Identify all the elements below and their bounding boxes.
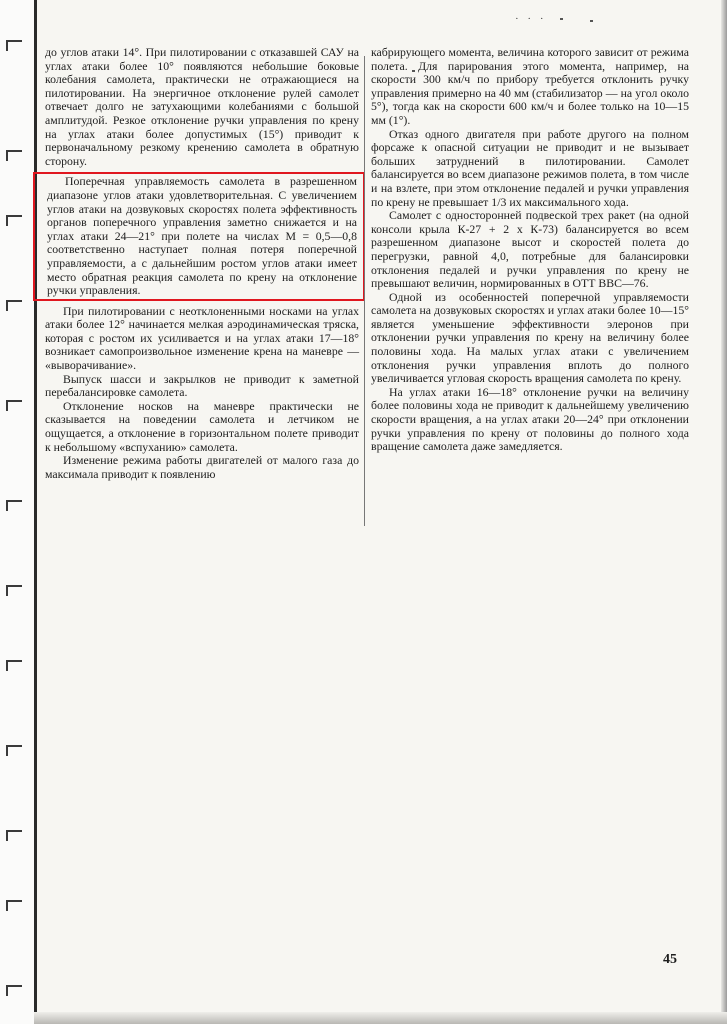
binding-strip [0, 0, 37, 1024]
binding-hole [6, 830, 22, 841]
page-edge-shadow [721, 0, 727, 1024]
binding-hole [6, 215, 22, 226]
right-paragraph-2: Отказ одного двигателя при работе другого на полном форсаже к опасной ситуации не приводит и не вызывает больших затруднений в пилотировании. Самолет балансируется во всем диапазоне режимов полета, в том числе и на взлете, при этом отклонение педалей и ручки управления по крену не превышает 1/3 их максимального хода. [371, 126, 689, 209]
binding-hole [6, 400, 22, 411]
top-mark: · · · [515, 13, 547, 25]
right-paragraph-1: кабрирующего момента, величина которого зависит от режима полета. Для парирования этого момента, например, на скорости 300 км/ч по прибору требуется отклонить ручку управления примерно на 40 мм (стабилизатор — на угол около 5°), тогда как на скорости 600 км/ч и более только на 10—15 мм (1°). [371, 45, 689, 127]
binding-hole [6, 300, 22, 311]
highlight-box [33, 172, 365, 300]
right-paragraph-3: Самолет с односторонней подвеской трех ракет (на одной консоли крыла К-27 + 2 х К-73) балансируется во всем разрешенном диапазоне высот и скоростей полета до перегрузки, равной 4,0, потребные для балансировки отклонения педалей и ручки управления по крену не превышают величин, нормированных в ОТТ ВВС—76. [371, 208, 689, 291]
highlighted-paragraph: Поперечная управляемость самолета в разрешенном диапазоне углов атаки удовлетворительная. С увеличением углов атаки на дозвуковых скоростях полета эффективность органов поперечного управления заметно снижается и на углах атаки 24—21° при полете на числах М = 0,5—0,8 соответственно наступает полная потеря поперечной управляемости, а с дальнейшим ростом углов атаки имеет место обратная реакция самолета по крену на отклонение ручки управления. [47, 174, 357, 298]
binding-hole [6, 900, 22, 911]
binding-hole [6, 500, 22, 511]
left-paragraph-4: Выпуск шасси и закрылков не приводит к заметной перебалансировке самолета. [45, 371, 359, 400]
left-paragraph-3: При пилотировании с неотклоненными носками на углах атаки более 12° начинается мелкая аэродинамическая тряска, которая с ростом их усиливается и на углах атаки 17—18° возникает самопроизвольное изменение крена на маневре — «выворачивание». [45, 303, 359, 373]
scan-speck [590, 20, 593, 22]
binding-hole [6, 660, 22, 671]
left-paragraph-5: Отклонение носков на маневре практически не сказывается на поведении самолета и летчиком не ощущается, а отклонение в горизонтальном полете приводит к небольшому «вспуханию» самолета. [45, 398, 359, 454]
binding-hole [6, 985, 22, 996]
right-column [371, 46, 689, 454]
scan-speck [560, 18, 563, 20]
left-paragraph-1: до углов атаки 14°. При пилотировании с отказавшей САУ на углах атаки более 10° появляются небольшие боковые колебания самолета, практически не отражающиеся на пилотировании. На энергичное отклонение рулей самолет отвечает долго не затухающими колебаниями с большой амплитудой. Резкое отклонение ручки управления по крену на углах атаки более допустимых (15°) приводит к первоначальному резкому кренению самолета в обратную сторону. [45, 45, 359, 168]
binding-hole [6, 745, 22, 756]
right-paragraph-4: Одной из особенностей поперечной управляемости самолета на дозвуковых скоростях и углах атаки более 10—15° является уменьшение эффективности элеронов при отклонении ручки управления по крену на величину более половины хода. На малых углах атаки с увеличением отклонения ручки управления вплоть до полного увеличивается угловая скорость вращения самолета по крену. [371, 289, 689, 386]
right-paragraph-5: На углах атаки 16—18° отклонение ручки на величину более половины хода не приводит к дальнейшему увеличению скорости вращения, а на углах атаки 20—24° при отклонении ручки управления по крену от половины до полного хода вращение самолета даже замедляется. [371, 384, 689, 454]
left-column [45, 46, 359, 481]
left-paragraph-6: Изменение режима работы двигателей от малого газа до максимала приводит к появлению [45, 453, 359, 481]
column-divider [364, 56, 365, 526]
binding-hole [6, 585, 22, 596]
page-number: 45 [663, 952, 677, 967]
page-bottom-shadow [34, 1012, 727, 1024]
binding-hole [6, 40, 22, 51]
binding-hole [6, 150, 22, 161]
